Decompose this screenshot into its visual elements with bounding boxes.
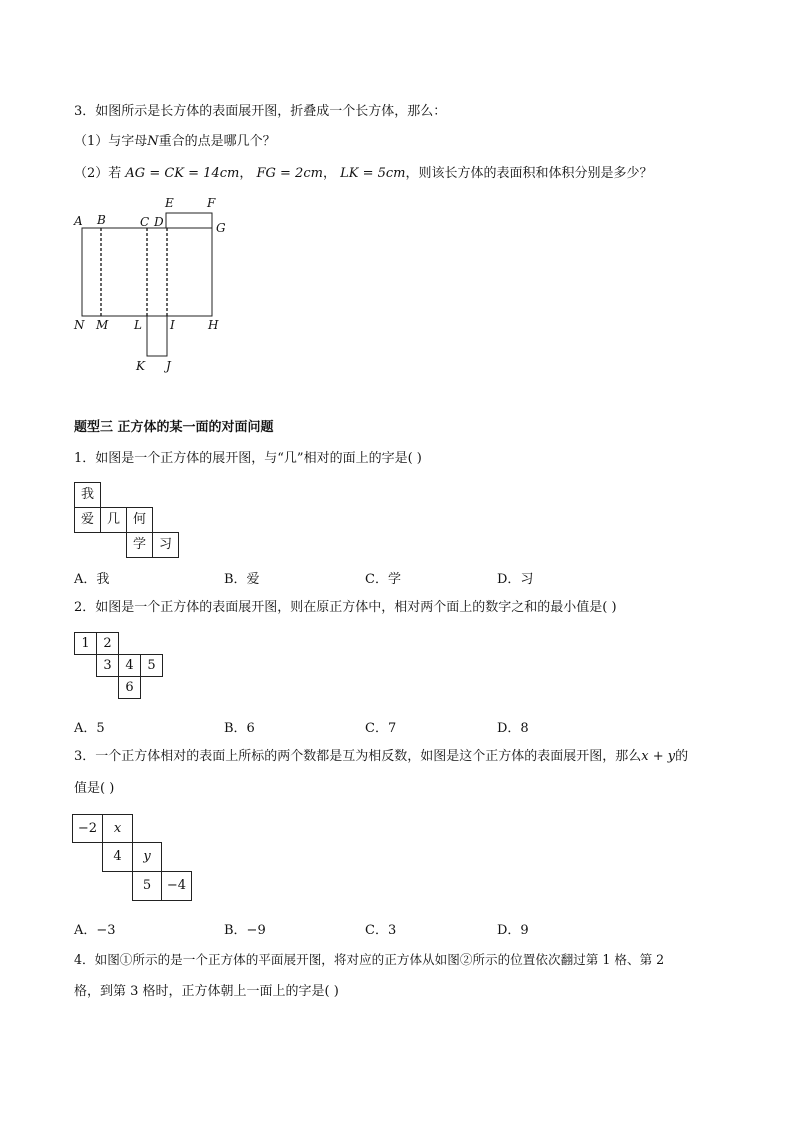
q3-cell: 5 (132, 871, 162, 901)
q3-stem (74, 749, 688, 765)
box-net-bottom-rect (147, 316, 167, 356)
box-net-diagram (60, 190, 240, 380)
q3-rect-part2-a: （2）若 (74, 166, 122, 181)
q3-rect-part1 (74, 134, 276, 150)
label-J: J (166, 359, 171, 373)
q2-cell: 6 (118, 676, 141, 699)
q1-cell: 何 (126, 507, 153, 533)
q3-rect-stem: 3．如图所示是长方体的表面展开图，折叠成一个长方体，那么： (74, 104, 447, 119)
box-net-main-rect (82, 228, 212, 316)
q1-net (74, 482, 184, 558)
q1-cell: 习 (152, 532, 179, 558)
q2-net (74, 632, 166, 700)
q2-cell: 2 (96, 632, 119, 655)
q3-option-d[interactable]: D．9 (497, 923, 529, 938)
q3-rect-eq3: LK = 5cm (340, 166, 406, 181)
q1-option-c[interactable]: C．学 (365, 572, 401, 587)
label-C: C (140, 215, 150, 229)
q3-rect-part2 (74, 166, 653, 182)
q2-option-c[interactable]: C．7 (365, 721, 397, 736)
label-N: N (74, 318, 85, 332)
q2-cell: 1 (74, 632, 97, 655)
q2-stem: 2．如图是一个正方体的表面展开图，则在原正方体中，相对两个面上的数字之和的最小值是( ) (74, 600, 617, 615)
section-title: 题型三 正方体的某一面的对面问题 (74, 420, 274, 435)
q3-stem-a: 3．一个正方体相对的表面上所标的两个数都是互为相反数，如图是这个正方体的表面展开图，那么 (74, 749, 642, 764)
q2-option-b[interactable]: B．6 (224, 721, 255, 736)
q1-stem: 1．如图是一个正方体的展开图，与“几”相对的面上的字是( ) (74, 451, 422, 466)
label-D: D (154, 215, 164, 229)
q1-cell: 爱 (74, 507, 101, 533)
q4-line1: 4．如图①所示的是一个正方体的平面展开图，将对应的正方体从如图②所示的位置依次翻过第 1 格、第 2 (74, 952, 665, 967)
q3-option-b[interactable]: B．−9 (224, 923, 266, 938)
label-G: G (216, 221, 226, 235)
q3-rect-eq2: FG = 2cm (256, 166, 323, 181)
q1-cell: 几 (100, 507, 127, 533)
label-K: K (136, 359, 145, 373)
q3-cell: −4 (161, 871, 192, 901)
q1-cell: 我 (74, 482, 101, 508)
q3-rect-sep2: ， (322, 166, 336, 181)
q1-option-a[interactable]: A．我 (74, 572, 110, 587)
q3-rect-sep1: ， (239, 166, 253, 181)
q3-rect-part1-b: 重合的点是哪几个？ (158, 134, 276, 149)
q1-option-b[interactable]: B．爱 (224, 572, 260, 587)
q3-rect-part1-var: N (147, 134, 159, 149)
label-F: F (207, 196, 216, 210)
q2-option-a[interactable]: A．5 (74, 721, 105, 736)
box-net-top-rect (166, 213, 212, 228)
q3-stem-line2: 值是( ) (74, 781, 115, 796)
q3-cell: −2 (72, 814, 103, 843)
q2-cell: 3 (96, 654, 119, 677)
label-H: H (208, 318, 219, 332)
q1-option-d[interactable]: D．习 (497, 572, 534, 587)
q3-net (72, 814, 194, 904)
q3-rect-eq1: AG = CK = 14cm (125, 166, 240, 181)
q3-rect-part2-b: ，则该长方体的表面积和体积分别是多少？ (405, 166, 653, 181)
q3-cell: x (102, 814, 133, 843)
q1-cell: 学 (126, 532, 153, 558)
q3-option-c[interactable]: C．3 (365, 923, 397, 938)
q3-stem-b: 的 (675, 749, 689, 764)
label-A: A (74, 214, 83, 228)
q3-cell: 4 (102, 842, 133, 872)
q4-line2: 格，到第 3 格时，正方体朝上一面上的字是( ) (74, 984, 339, 999)
q2-option-d[interactable]: D．8 (497, 721, 529, 736)
q2-cell: 5 (140, 654, 163, 677)
label-L: L (134, 318, 142, 332)
label-M: M (96, 318, 109, 332)
q3-stem-var: x + y (641, 749, 676, 764)
q3-option-a[interactable]: A．−3 (74, 923, 116, 938)
label-E: E (165, 196, 174, 210)
q2-cell: 4 (118, 654, 141, 677)
label-I: I (170, 318, 175, 332)
q3-cell: y (132, 842, 162, 872)
label-B: B (97, 213, 106, 227)
q3-rect-part1-a: （1）与字母 (74, 134, 148, 149)
